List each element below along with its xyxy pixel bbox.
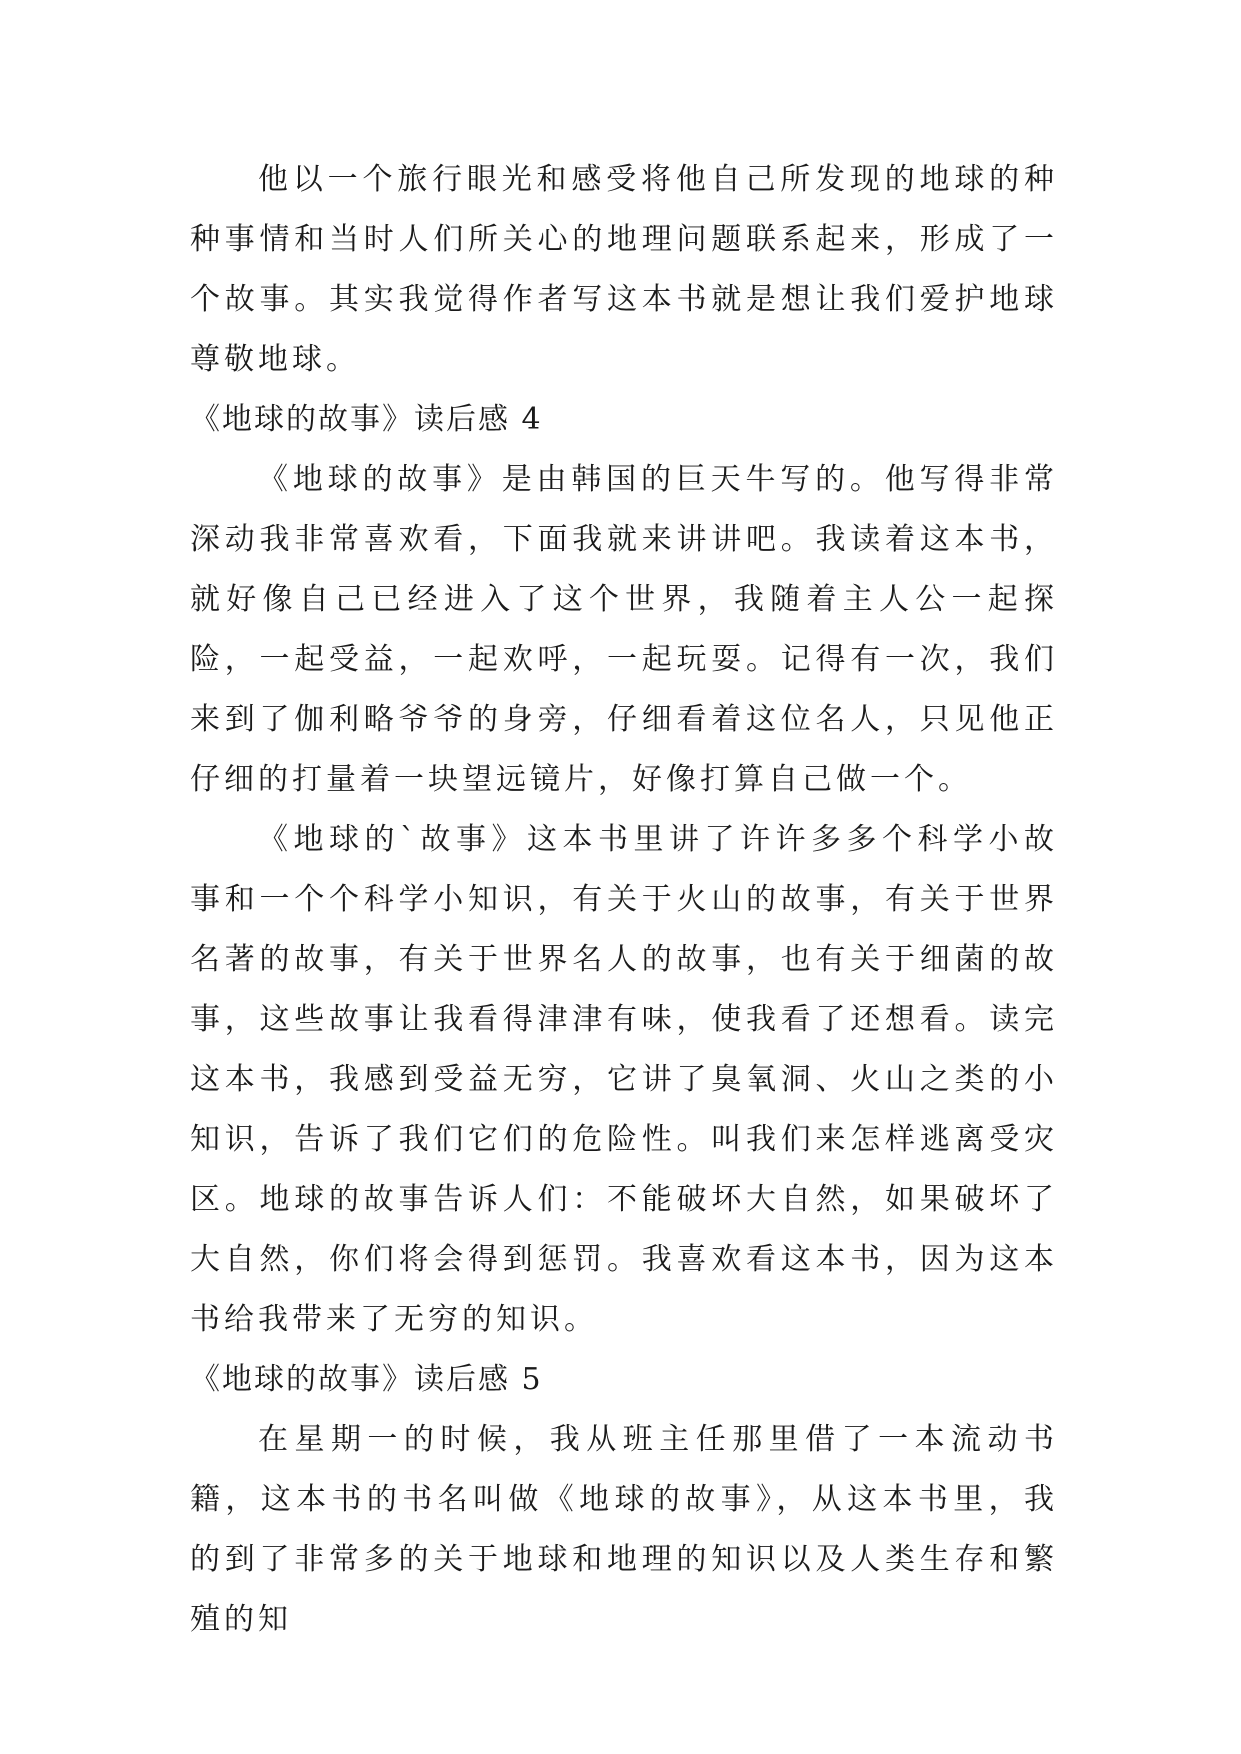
paragraph-4: 在星期一的时候，我从班主任那里借了一本流动书籍，这本书的书名叫做《地球的故事》，从这本书里，我的到了非常多的关于地球和地理的知识以及人类生存和繁殖的知 [190,1422,1058,1637]
paragraph-1: 他以一个旅行眼光和感受将他自己所发现的地球的种种事情和当时人们所关心的地理问题联系起来，形成了一个故事。其实我觉得作者写这本书就是想让我们爱护地球尊敬地球。 [190,162,1058,377]
paragraph-3: 《地球的`故事》这本书里讲了许许多多个科学小故事和一个个科学小知识，有关于火山的故事，有关于世界名著的故事，有关于世界名人的故事，也有关于细菌的故事，这些故事让我看得津津有味，使我看了还想看。读完这本书，我感到受益无穷，它讲了臭氧洞、火山之类的小知识，告诉了我们它们的危险性。叫我们来怎样逃离受灾区。地球的故事告诉人们：不能破坏大自然，如果破坏了大自然，你们将会得到惩罚。我喜欢看这本书，因为这本书给我带来了无穷的知识。 [190,822,1058,1337]
section-heading-5: 《地球的故事》读后感 5 [190,1362,543,1397]
paragraph-2: 《地球的故事》是由韩国的巨天牛写的。他写得非常深动我非常喜欢看，下面我就来讲讲吧。我读着这本书，就好像自己已经进入了这个世界，我随着主人公一起探险，一起受益，一起欢呼，一起玩耍。记得有一次，我们来到了伽利略爷爷的身旁，仔细看着这位名人，只见他正仔细的打量着一块望远镜片，好像打算自己做一个。 [190,462,1058,797]
document-body [190,150,1058,1650]
section-heading-4: 《地球的故事》读后感 4 [190,402,543,437]
